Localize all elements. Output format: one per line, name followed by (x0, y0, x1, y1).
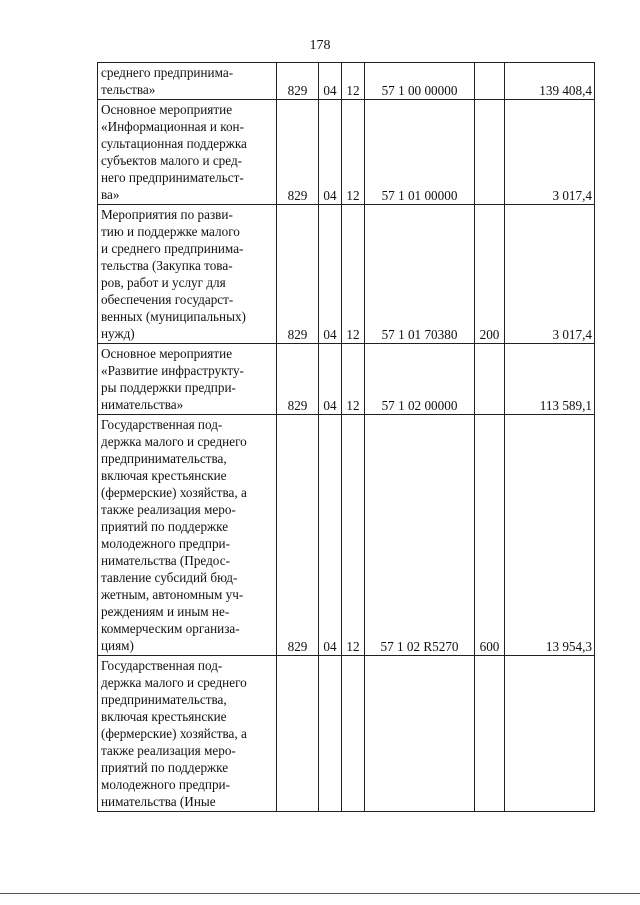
expense-type-cell (475, 656, 505, 812)
subsection-code-cell: 12 (342, 344, 365, 415)
section-code-cell: 04 (319, 63, 342, 100)
budget-table (97, 62, 595, 812)
amount-cell: 113 589,1 (505, 344, 595, 415)
expense-type-cell: 600 (475, 415, 505, 656)
section-code-cell: 04 (319, 415, 342, 656)
ministry-code-cell: 829 (277, 415, 319, 656)
subsection-code-cell: 12 (342, 63, 365, 100)
subsection-code-cell: 12 (342, 205, 365, 344)
subsection-code-cell: 12 (342, 100, 365, 205)
amount-cell: 3 017,4 (505, 205, 595, 344)
row-name-cell: Основное мероприятие «Информационная и кон- сультационная поддержка субъектов малого и сред- него предпринимательст- ва» (98, 100, 277, 205)
target-article-cell: 57 1 02 00000 (365, 344, 475, 415)
row-name-cell: Мероприятия по разви- тию и поддержке малого и среднего предпринима- тельства (Закупка това- ров, работ и услуг для обеспечения государст- венных (муниципальных) нужд) (98, 205, 277, 344)
row-name-cell: Основное мероприятие «Развитие инфраструкту- ры поддержки предпри- нимательства» (98, 344, 277, 415)
table-row (98, 344, 595, 415)
amount-cell: 139 408,4 (505, 63, 595, 100)
table-row (98, 63, 595, 100)
amount-cell: 3 017,4 (505, 100, 595, 205)
table-row (98, 100, 595, 205)
row-name-cell: Государственная под- держка малого и среднего предпринимательства, включая крестьянские (фермерские) хозяйства, а также реализация меро- приятий по поддержке молодежного предпри- нимательства (Предос- тавление субсидий бюд- жетным, автономным уч- реждениям и иным не- коммерческим организа- циям) (98, 415, 277, 656)
ministry-code-cell: 829 (277, 344, 319, 415)
row-name-cell: Государственная под- держка малого и среднего предпринимательства, включая крестьянские (фермерские) хозяйства, а также реализация меро- приятий по поддержке молодежного предпри- нимательства (Иные (98, 656, 277, 812)
page-number: 178 (309, 38, 331, 53)
target-article-cell (365, 656, 475, 812)
amount-cell: 13 954,3 (505, 415, 595, 656)
section-code-cell: 04 (319, 100, 342, 205)
ministry-code-cell: 829 (277, 205, 319, 344)
target-article-cell: 57 1 01 00000 (365, 100, 475, 205)
section-code-cell: 04 (319, 205, 342, 344)
ministry-code-cell: 829 (277, 63, 319, 100)
ministry-code-cell (277, 656, 319, 812)
row-name-cell: среднего предпринима- тельства» (98, 63, 277, 100)
ministry-code-cell: 829 (277, 100, 319, 205)
expense-type-cell (475, 63, 505, 100)
target-article-cell: 57 1 00 00000 (365, 63, 475, 100)
subsection-code-cell: 12 (342, 415, 365, 656)
expense-type-cell (475, 100, 505, 205)
amount-cell (505, 656, 595, 812)
target-article-cell: 57 1 01 70380 (365, 205, 475, 344)
expense-type-cell (475, 344, 505, 415)
section-code-cell: 04 (319, 344, 342, 415)
target-article-cell: 57 1 02 R5270 (365, 415, 475, 656)
expense-type-cell: 200 (475, 205, 505, 344)
section-code-cell (319, 656, 342, 812)
table-row (98, 656, 595, 812)
table-row (98, 205, 595, 344)
table-row (98, 415, 595, 656)
page-bottom-rule (0, 893, 640, 894)
subsection-code-cell (342, 656, 365, 812)
table-body (98, 63, 595, 812)
